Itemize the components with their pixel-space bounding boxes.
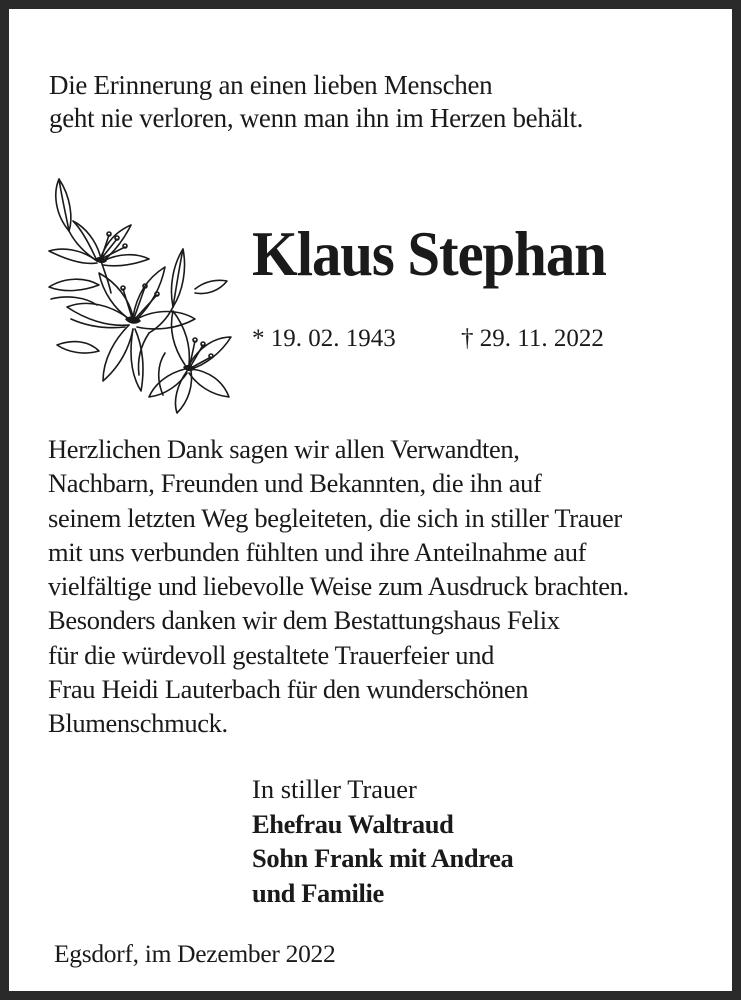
mourner-name: Sohn Frank mit Andrea xyxy=(252,843,514,873)
lily-flower-icon xyxy=(45,169,235,414)
thanks-line: mit uns verbunden fühlten und ihre Anteilnahme auf xyxy=(48,536,587,567)
mourner-name: und Familie xyxy=(252,877,384,908)
thanks-line: vielfältige und liebevolle Weise zum Ausdruck brachten. xyxy=(48,571,629,602)
birth-date: * 19. 02. 1943 xyxy=(252,325,396,352)
thanks-line: Nachbarn, Freunden und Bekannten, die ihn auf xyxy=(48,468,542,499)
thanks-line: für die würdevoll gestaltete Trauerfeier und xyxy=(48,639,494,670)
motto-line-2: geht nie verloren, wenn man ihn im Herzen behält. xyxy=(49,103,584,133)
mourners-block xyxy=(252,772,513,910)
thanks-line: Blumenschmuck. xyxy=(48,708,228,739)
motto xyxy=(49,69,583,135)
thanks-text xyxy=(48,432,629,741)
death-date: † 29. 11. 2022 xyxy=(461,325,604,352)
thanks-line: seinem letzten Weg begleiteten, die sich in stiller Trauer xyxy=(48,502,622,533)
mourners-intro: In stiller Trauer xyxy=(252,774,417,804)
place-date: Egsdorf, im Dezember 2022 xyxy=(54,939,336,968)
thanks-line: Herzlichen Dank sagen wir allen Verwandten, xyxy=(48,434,520,464)
thanks-line: Frau Heidi Lauterbach für den wunderschönen xyxy=(48,674,529,705)
motto-line-1: Die Erinnerung an einen lieben Menschen xyxy=(49,70,493,100)
thanks-line: Besonders danken wir dem Bestattungshaus Felix xyxy=(48,605,560,636)
deceased-name: Klaus Stephan xyxy=(252,218,606,289)
mourner-name: Ehefrau Waltraud xyxy=(252,808,454,839)
